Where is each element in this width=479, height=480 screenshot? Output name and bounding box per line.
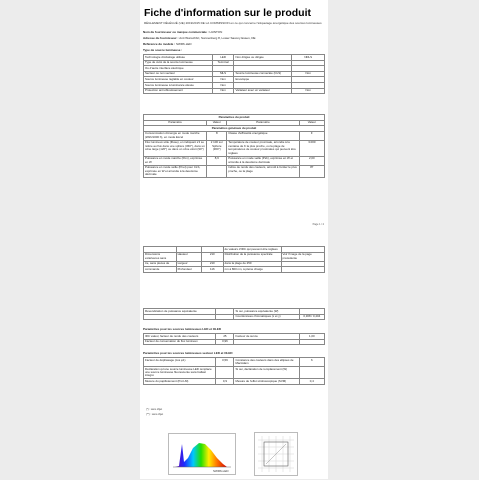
spectrum-caption: SWR6-LED xyxy=(213,469,229,473)
footnote-1: (*) : sans objet xyxy=(146,408,163,411)
supplier-address-row xyxy=(143,37,256,41)
dimensions-table xyxy=(143,246,325,273)
light-type-cell: Non xyxy=(212,88,234,94)
supplier-address: Anti Wunschbri, Sonnenberg 8, Lower Saxony Essen, DE xyxy=(179,36,256,40)
led-param-cell: Facteur de conservation du flux lumineux xyxy=(144,339,216,345)
led-param-cell: IRC valeur, facteur de rendu des couleurs xyxy=(144,334,216,340)
dimension-cell: commande xyxy=(144,267,177,273)
product-param-cell: Puissance en mode marche (Pon), exprimée en W xyxy=(144,156,207,165)
mains-param-cell: Constance des couleurs dans des ellipses de MacAdam xyxy=(234,358,299,367)
light-type-cell: Technologie d'éclairage utilisée xyxy=(144,55,213,61)
light-type-cell: Non xyxy=(212,82,234,88)
product-param-cell: 8,6 xyxy=(207,156,227,165)
dimension-cell: 210 xyxy=(201,252,223,261)
supplier-name: HUNTON xyxy=(209,30,223,34)
dimension-cell: Profondeur xyxy=(176,267,201,273)
led-param-cell: 25 xyxy=(216,334,234,340)
light-type-cell: Source lumineuse à luminance élevée xyxy=(144,82,213,88)
light-type-cell: Non xyxy=(292,71,325,77)
light-type-row xyxy=(144,88,325,94)
product-param-row xyxy=(144,165,325,177)
dimension-cell: tre, sans pièces de xyxy=(144,261,177,267)
header-parameter-2: Paramètre xyxy=(227,120,299,126)
equivalent-power-cell: Si oui, puissance équivalente (W) xyxy=(234,309,299,315)
supplier-address-label: Adresse du fournisseur : xyxy=(143,36,179,40)
product-param-cell: Indice de rendu des couleurs, arrondi à l'entier le plus proche, ou la plage xyxy=(227,165,299,177)
dimension-graphic xyxy=(255,433,297,475)
product-param-cell: Température de couleur proximale, arrondie à la centaine de K la plus proche, ou la plage de températures de couleur proximales qui peuvent être réglées xyxy=(227,140,299,156)
led-param-cell: Facteur de survie xyxy=(234,334,299,340)
product-param-cell: 2 100 sur Sphère (360°) xyxy=(207,140,227,156)
led-param-cell: 0,96 xyxy=(216,339,234,345)
mains-param-cell: Déclaration qu'une source lumineuse LED remplace une source lumineuse fluorescente sans ballast intégré xyxy=(144,367,216,379)
footnote-2: (**) : sans objet xyxy=(146,413,164,416)
product-param-cell: Consommation d'énergie en mode marche (kWh/1000 h), en mode Excel xyxy=(144,131,207,140)
equivalent-power-row xyxy=(144,314,325,320)
product-params-heading: Paramètres du produit xyxy=(144,115,325,121)
product-param-cell xyxy=(207,165,227,177)
general-params-heading: Paramètres généraux du produit xyxy=(144,126,325,132)
mains-param-cell: Mesure du papillotement (Pst LM) xyxy=(144,379,216,385)
led-param-cell xyxy=(234,339,299,345)
equivalent-power-body xyxy=(144,309,325,320)
light-source-type-body xyxy=(144,55,325,94)
supplier-name-row xyxy=(143,31,222,35)
led-param-cell: 1,00 xyxy=(299,334,324,340)
mains-param-row xyxy=(144,358,325,367)
dimension-drawing xyxy=(254,432,298,476)
page-number: Page 1 / 2 xyxy=(312,223,324,226)
light-type-cell: Enveloppe xyxy=(234,77,292,83)
led-param-cell xyxy=(299,339,324,345)
light-type-cell: Type de culot de la source lumineuse xyxy=(144,60,213,66)
light-type-cell: Secteur ou non secteur xyxy=(144,71,213,77)
product-parameters-table xyxy=(143,114,325,178)
light-source-type-table xyxy=(143,54,325,94)
product-param-cell: 87 xyxy=(299,165,324,177)
dimension-cell: 210 xyxy=(201,261,223,267)
product-parameters-body xyxy=(144,131,325,177)
product-param-row xyxy=(144,156,325,165)
dimension-row xyxy=(144,267,325,273)
product-param-cell: 8 xyxy=(207,131,227,140)
mains-param-row xyxy=(144,367,325,379)
dimension-cell xyxy=(281,267,324,273)
mains-parameters-body xyxy=(144,358,325,385)
mains-params-heading: Paramètres pour les sources lumineuses secteur LED et OLED xyxy=(143,351,233,355)
equivalent-power-cell: Revendication de puissance équivalente xyxy=(144,309,216,315)
product-param-cell: Puissance en mode veille (Pnet) pour CLS, exprimée en W et arrondie à la deuxième décimale xyxy=(144,165,207,177)
page-title: Fiche d'information sur le produit xyxy=(144,7,312,19)
mains-param-row xyxy=(144,379,325,385)
dimensions-body xyxy=(144,247,325,273)
equivalent-power-cell xyxy=(216,314,234,320)
dimension-cell: Distribution de la puissance spectrale xyxy=(223,252,281,261)
spectrum-curve xyxy=(175,443,227,467)
product-param-cell: F xyxy=(299,131,324,140)
dimension-cell: de valeurs d'IRC qui peuvent être réglées xyxy=(223,247,281,253)
dimension-row xyxy=(144,252,325,261)
mains-param-cell xyxy=(216,367,234,379)
dimension-cell: Hauteur xyxy=(176,252,201,261)
supplier-name-label: Nom du fournisseur ou marque commerciale : xyxy=(143,30,209,34)
product-param-cell: Puissance en mode veille (Psb), exprimée en W et arrondie à la deuxième décimale xyxy=(227,156,299,165)
light-type-cell: NDLS xyxy=(292,55,325,61)
mains-param-cell: Si oui, déclaration de remplacement (W) xyxy=(234,367,299,379)
led-parameters-body xyxy=(144,334,325,345)
dimension-cell: 116 xyxy=(201,267,223,273)
product-param-cell: 3.000 xyxy=(299,140,324,156)
led-param-row xyxy=(144,339,325,345)
equivalent-power-cell: Coordonnées chromatiques (x et y) xyxy=(234,314,299,320)
header-value-1: Valeur xyxy=(207,120,227,126)
model-row xyxy=(143,43,192,47)
light-type-cell: Terminal xyxy=(212,60,234,66)
light-type-cell: Source lumineuse réglable en couleur xyxy=(144,77,213,83)
dimension-cell: Voir l'image de la page précédente xyxy=(281,252,324,261)
dimension-cell: dans la plage de 250 xyxy=(223,261,281,267)
spectrum-figure xyxy=(168,433,236,475)
light-type-cell: Ou d'autre interface électrique xyxy=(144,66,213,72)
mains-param-cell: 0,4 xyxy=(299,379,324,385)
dimension-cell: Dimensions extérieures sans xyxy=(144,252,177,261)
light-type-cell: Non xyxy=(292,88,325,94)
product-param-row xyxy=(144,140,325,156)
product-param-cell: 2,00 xyxy=(299,156,324,165)
light-type-cell: MLS xyxy=(212,71,234,77)
dimension-cell: nm à 800 nm, à pleine charge xyxy=(223,267,281,273)
light-type-cell: Protection anti éblouissement xyxy=(144,88,213,94)
document-page xyxy=(140,0,328,479)
light-type-cell: LED xyxy=(212,55,234,61)
product-param-row xyxy=(144,131,325,140)
led-params-heading: Paramètres pour les sources lumineuses LED et OLED xyxy=(143,327,222,331)
mains-param-cell: 0,59 xyxy=(216,358,234,367)
light-type-cell: Variateur avec un variateur xyxy=(234,88,292,94)
light-type-heading: Type de source lumineuse : xyxy=(143,48,183,52)
mains-param-cell: 0,9 xyxy=(216,379,234,385)
equivalent-power-table xyxy=(143,308,325,320)
mains-param-cell xyxy=(299,367,324,379)
led-parameters-table xyxy=(143,333,325,345)
header-value-2: Valeur xyxy=(299,120,324,126)
mains-parameters-table xyxy=(143,357,325,385)
regulation-intro: RÈGLEMENT DÉLÉGUÉ (UE) 2019/2015 DE LA COMMISSION en ce qui concerne l'étiquetage énergétique des sources lumineuses xyxy=(144,21,322,25)
light-type-cell: Non xyxy=(212,77,234,83)
equivalent-power-cell: 0,308 / 0,404 xyxy=(299,314,324,320)
mains-param-cell: Facteur de déphasage (cos φ1) xyxy=(144,358,216,367)
spectrum-graphic xyxy=(169,434,235,474)
header-parameter-1: Paramètre xyxy=(144,120,207,126)
mains-param-cell: 6 xyxy=(299,358,324,367)
mains-param-cell: Mesure de l'effet stroboscopique (SVM) xyxy=(234,379,299,385)
equivalent-power-cell xyxy=(144,314,216,320)
product-param-cell: Flux lumineux utile (Φuse), en indiquant s'il se réfère au flux dans une sphère (360°), dans un cône large (120°) ou dans un cône étroit (90°) xyxy=(144,140,207,156)
light-type-cell: Non dirigée ou dirigée xyxy=(234,55,292,61)
model-reference: SWR6-LED xyxy=(176,42,192,46)
light-type-cell: Source lumineuse connectée (CLS) xyxy=(234,71,292,77)
model-label: Référence du modèle : xyxy=(143,42,176,46)
dimension-cell: Largeur xyxy=(176,261,201,267)
product-param-cell: Classe d'efficacité énergétique xyxy=(227,131,299,140)
